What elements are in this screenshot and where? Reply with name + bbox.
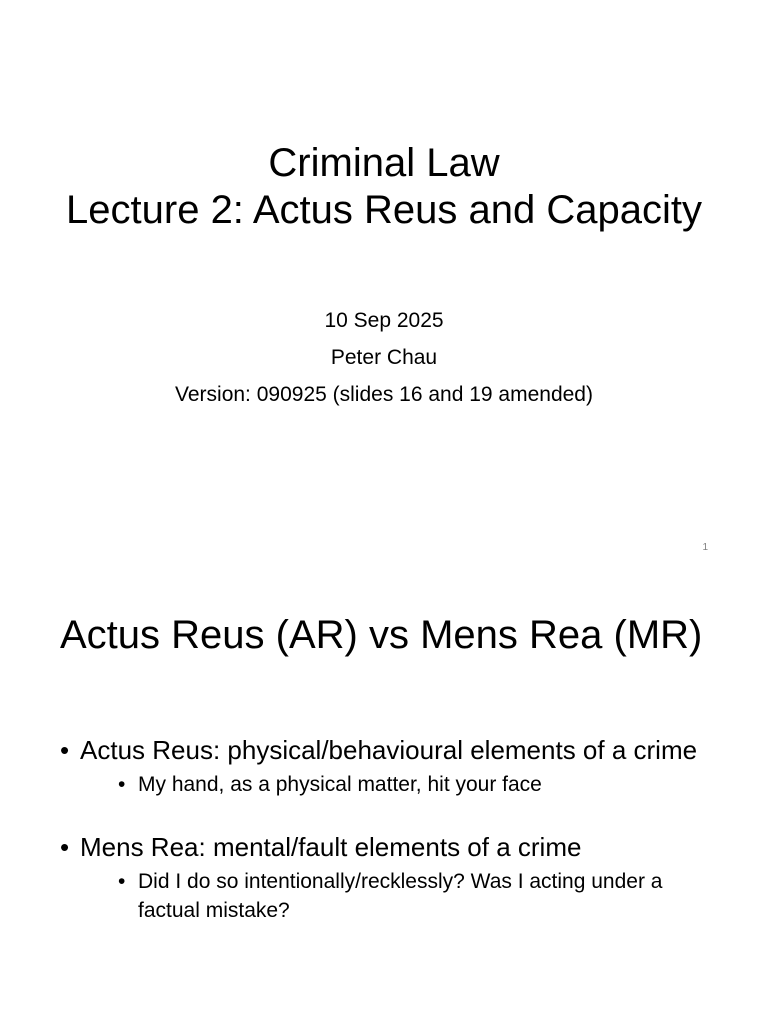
slide-subtitle (0, 306, 768, 417)
sub-bullet-list (80, 867, 720, 925)
bullet-dot-icon: • (60, 735, 70, 765)
sub-bullet-text: My hand, as a physical matter, hit your face (138, 773, 542, 796)
bullet-item-mens-rea (60, 831, 720, 925)
subtitle-author: Peter Chau (330, 346, 438, 369)
bullet-text: Actus Reus: physical/behavioural elements of a crime (80, 735, 698, 765)
sub-bullet-text: Did I do so intentionally/recklessly? Was I acting under a factual mistake? (138, 870, 663, 922)
sub-bullet-item (118, 867, 720, 925)
slide-title (0, 140, 768, 234)
subtitle-version: Version: 090925 (slides 16 and 19 amended) (175, 383, 593, 406)
sub-bullet-item (118, 770, 720, 799)
bullet-list (60, 734, 720, 925)
bullet-dot-icon: • (60, 832, 70, 862)
sub-bullet-dot-icon: • (118, 773, 126, 796)
bullet-item-actus-reus (60, 734, 720, 799)
title-line-lecture: Lecture 2: Actus Reus and Capacity (66, 188, 702, 232)
sub-bullet-list (80, 770, 720, 799)
sub-bullet-dot-icon: • (118, 870, 126, 893)
subtitle-date: 10 Sep 2025 (324, 309, 444, 332)
title-line-course: Criminal Law (268, 141, 500, 185)
bullet-spacer (60, 799, 720, 831)
slide-number: 1 (702, 542, 708, 553)
content-slide (0, 576, 768, 1024)
bullet-text: Mens Rea: mental/fault elements of a crime (80, 832, 582, 862)
slide-heading: Actus Reus (AR) vs Mens Rea (MR) (60, 613, 703, 657)
